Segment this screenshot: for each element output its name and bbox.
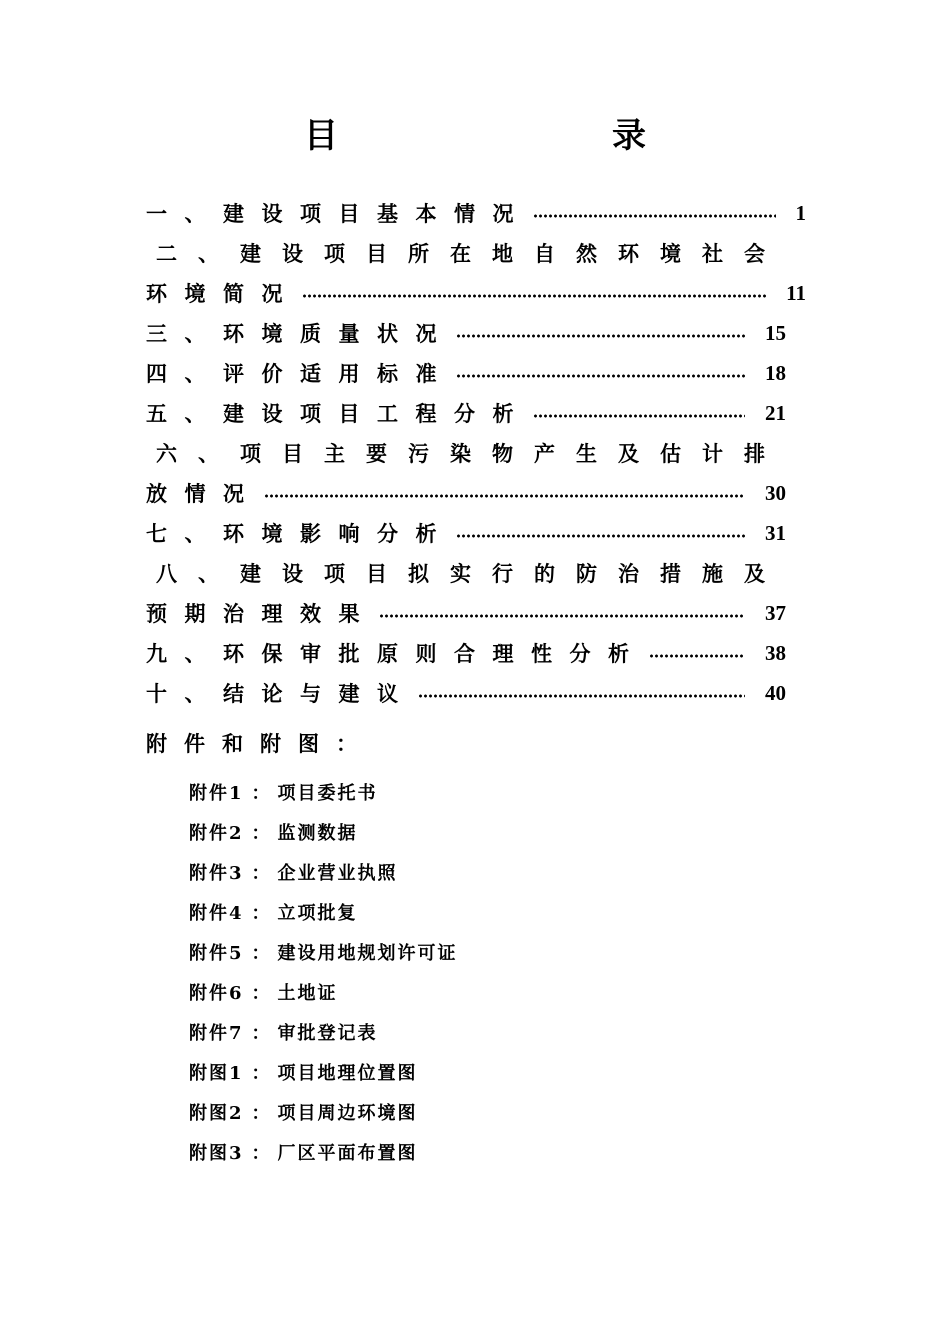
- attachment-item[interactable]: [189, 1019, 378, 1045]
- toc-leader-dots: [418, 692, 746, 700]
- attachment-item[interactable]: [189, 979, 338, 1005]
- attachment-name: 项目委托书: [277, 783, 378, 804]
- toc-leader-dots: [456, 532, 745, 540]
- toc-page-number: 38: [765, 640, 786, 665]
- toc-page-number: 1: [795, 200, 806, 225]
- toc-entry-label: 放情况: [146, 481, 262, 506]
- toc-page-number: 31: [765, 520, 786, 545]
- attachment-item[interactable]: [189, 819, 358, 845]
- attachment-name: 厂区平面布置图: [277, 1143, 418, 1164]
- toc-page-number: 18: [765, 360, 786, 385]
- toc-entry-label: 七、环境影响分析: [146, 521, 454, 546]
- toc-entry[interactable]: [146, 353, 786, 393]
- toc-entry[interactable]: [146, 673, 786, 713]
- attachment-separator: ：: [251, 1023, 272, 1044]
- toc-leader-dots: [533, 212, 776, 220]
- attachments-heading: 附件和附图：: [146, 731, 374, 756]
- attachment-separator: ：: [251, 783, 272, 804]
- attachment-name: 项目周边环境图: [277, 1103, 418, 1124]
- attachment-name: 项目地理位置图: [277, 1063, 418, 1084]
- attachment-name: 立项批复: [277, 903, 358, 924]
- attachment-id: 附件1: [189, 783, 244, 804]
- toc-page-number: 30: [765, 480, 786, 505]
- toc-leader-dots: [264, 492, 746, 500]
- toc-page-number: 15: [765, 320, 786, 345]
- attachment-separator: ：: [251, 1103, 272, 1124]
- attachment-separator: ：: [251, 983, 272, 1004]
- toc-leader-dots: [533, 412, 745, 420]
- toc-entry[interactable]: [146, 193, 806, 233]
- attachment-separator: ：: [251, 1063, 272, 1084]
- page-title: 目 录: [304, 116, 766, 156]
- attachment-id: 附图2: [189, 1103, 244, 1124]
- toc-entry[interactable]: [146, 313, 786, 353]
- toc-entry-label: 环境简况: [146, 281, 300, 306]
- attachment-name: 建设用地规划许可证: [277, 943, 458, 964]
- toc-entry-label: 六、项目主要污染物产生及估计排: [156, 441, 786, 466]
- attachment-name: 审批登记表: [277, 1023, 378, 1044]
- toc-entry-label: 八、建设项目拟实行的防治措施及: [156, 561, 786, 586]
- toc-entry-label: 一、建设项目基本情况: [146, 201, 531, 226]
- attachment-id: 附件2: [189, 823, 244, 844]
- attachment-separator: ：: [251, 863, 272, 884]
- attachment-id: 附件3: [189, 863, 244, 884]
- attachment-name: 监测数据: [277, 823, 358, 844]
- toc-page-number: 37: [765, 600, 786, 625]
- toc-leader-dots: [649, 652, 746, 660]
- toc-entry-label: 十、结论与建议: [146, 681, 416, 706]
- toc-entry-line1[interactable]: [146, 233, 806, 273]
- toc-entry-line1[interactable]: [146, 553, 806, 593]
- toc-leader-dots: [379, 612, 745, 620]
- attachment-item[interactable]: [189, 899, 358, 925]
- attachment-separator: ：: [251, 903, 272, 924]
- toc-entry-label: 三、环境质量状况: [146, 321, 454, 346]
- toc-page-number: 11: [786, 280, 806, 305]
- toc-entry-line2[interactable]: [146, 273, 806, 313]
- toc-entry[interactable]: [146, 393, 786, 433]
- attachment-id: 附图3: [189, 1143, 244, 1164]
- attachment-id: 附件6: [189, 983, 244, 1004]
- attachment-item[interactable]: [189, 859, 398, 885]
- toc-entry[interactable]: [146, 513, 786, 553]
- toc-leader-dots: [456, 372, 745, 380]
- attachment-name: 企业营业执照: [277, 863, 398, 884]
- attachment-item[interactable]: [189, 1139, 418, 1165]
- toc-entry-label: 四、评价适用标准: [146, 361, 454, 386]
- attachment-item[interactable]: [189, 1099, 418, 1125]
- toc-page-number: 40: [765, 680, 786, 705]
- attachment-id: 附件4: [189, 903, 244, 924]
- toc-leader-dots: [302, 292, 766, 300]
- toc-entry-label: 九、环保审批原则合理性分析: [146, 641, 647, 666]
- attachment-separator: ：: [251, 943, 272, 964]
- toc-entry-line2[interactable]: [146, 473, 786, 513]
- attachment-id: 附件7: [189, 1023, 244, 1044]
- attachment-item[interactable]: [189, 939, 458, 965]
- attachment-item[interactable]: [189, 779, 378, 805]
- attachment-separator: ：: [251, 1143, 272, 1164]
- toc-entry-label: 二、建设项目所在地自然环境社会: [156, 241, 786, 266]
- attachment-id: 附件5: [189, 943, 244, 964]
- toc-entry-label: 预期治理效果: [146, 601, 377, 626]
- attachment-separator: ：: [251, 823, 272, 844]
- toc-page-number: 21: [765, 400, 786, 425]
- toc-entry-line1[interactable]: [146, 433, 806, 473]
- attachment-id: 附图1: [189, 1063, 244, 1084]
- toc-entry-label: 五、建设项目工程分析: [146, 401, 531, 426]
- attachment-item[interactable]: [189, 1059, 418, 1085]
- toc-entry[interactable]: [146, 633, 786, 673]
- toc-leader-dots: [456, 332, 745, 340]
- toc-entry-line2[interactable]: [146, 593, 786, 633]
- attachment-name: 土地证: [277, 983, 338, 1004]
